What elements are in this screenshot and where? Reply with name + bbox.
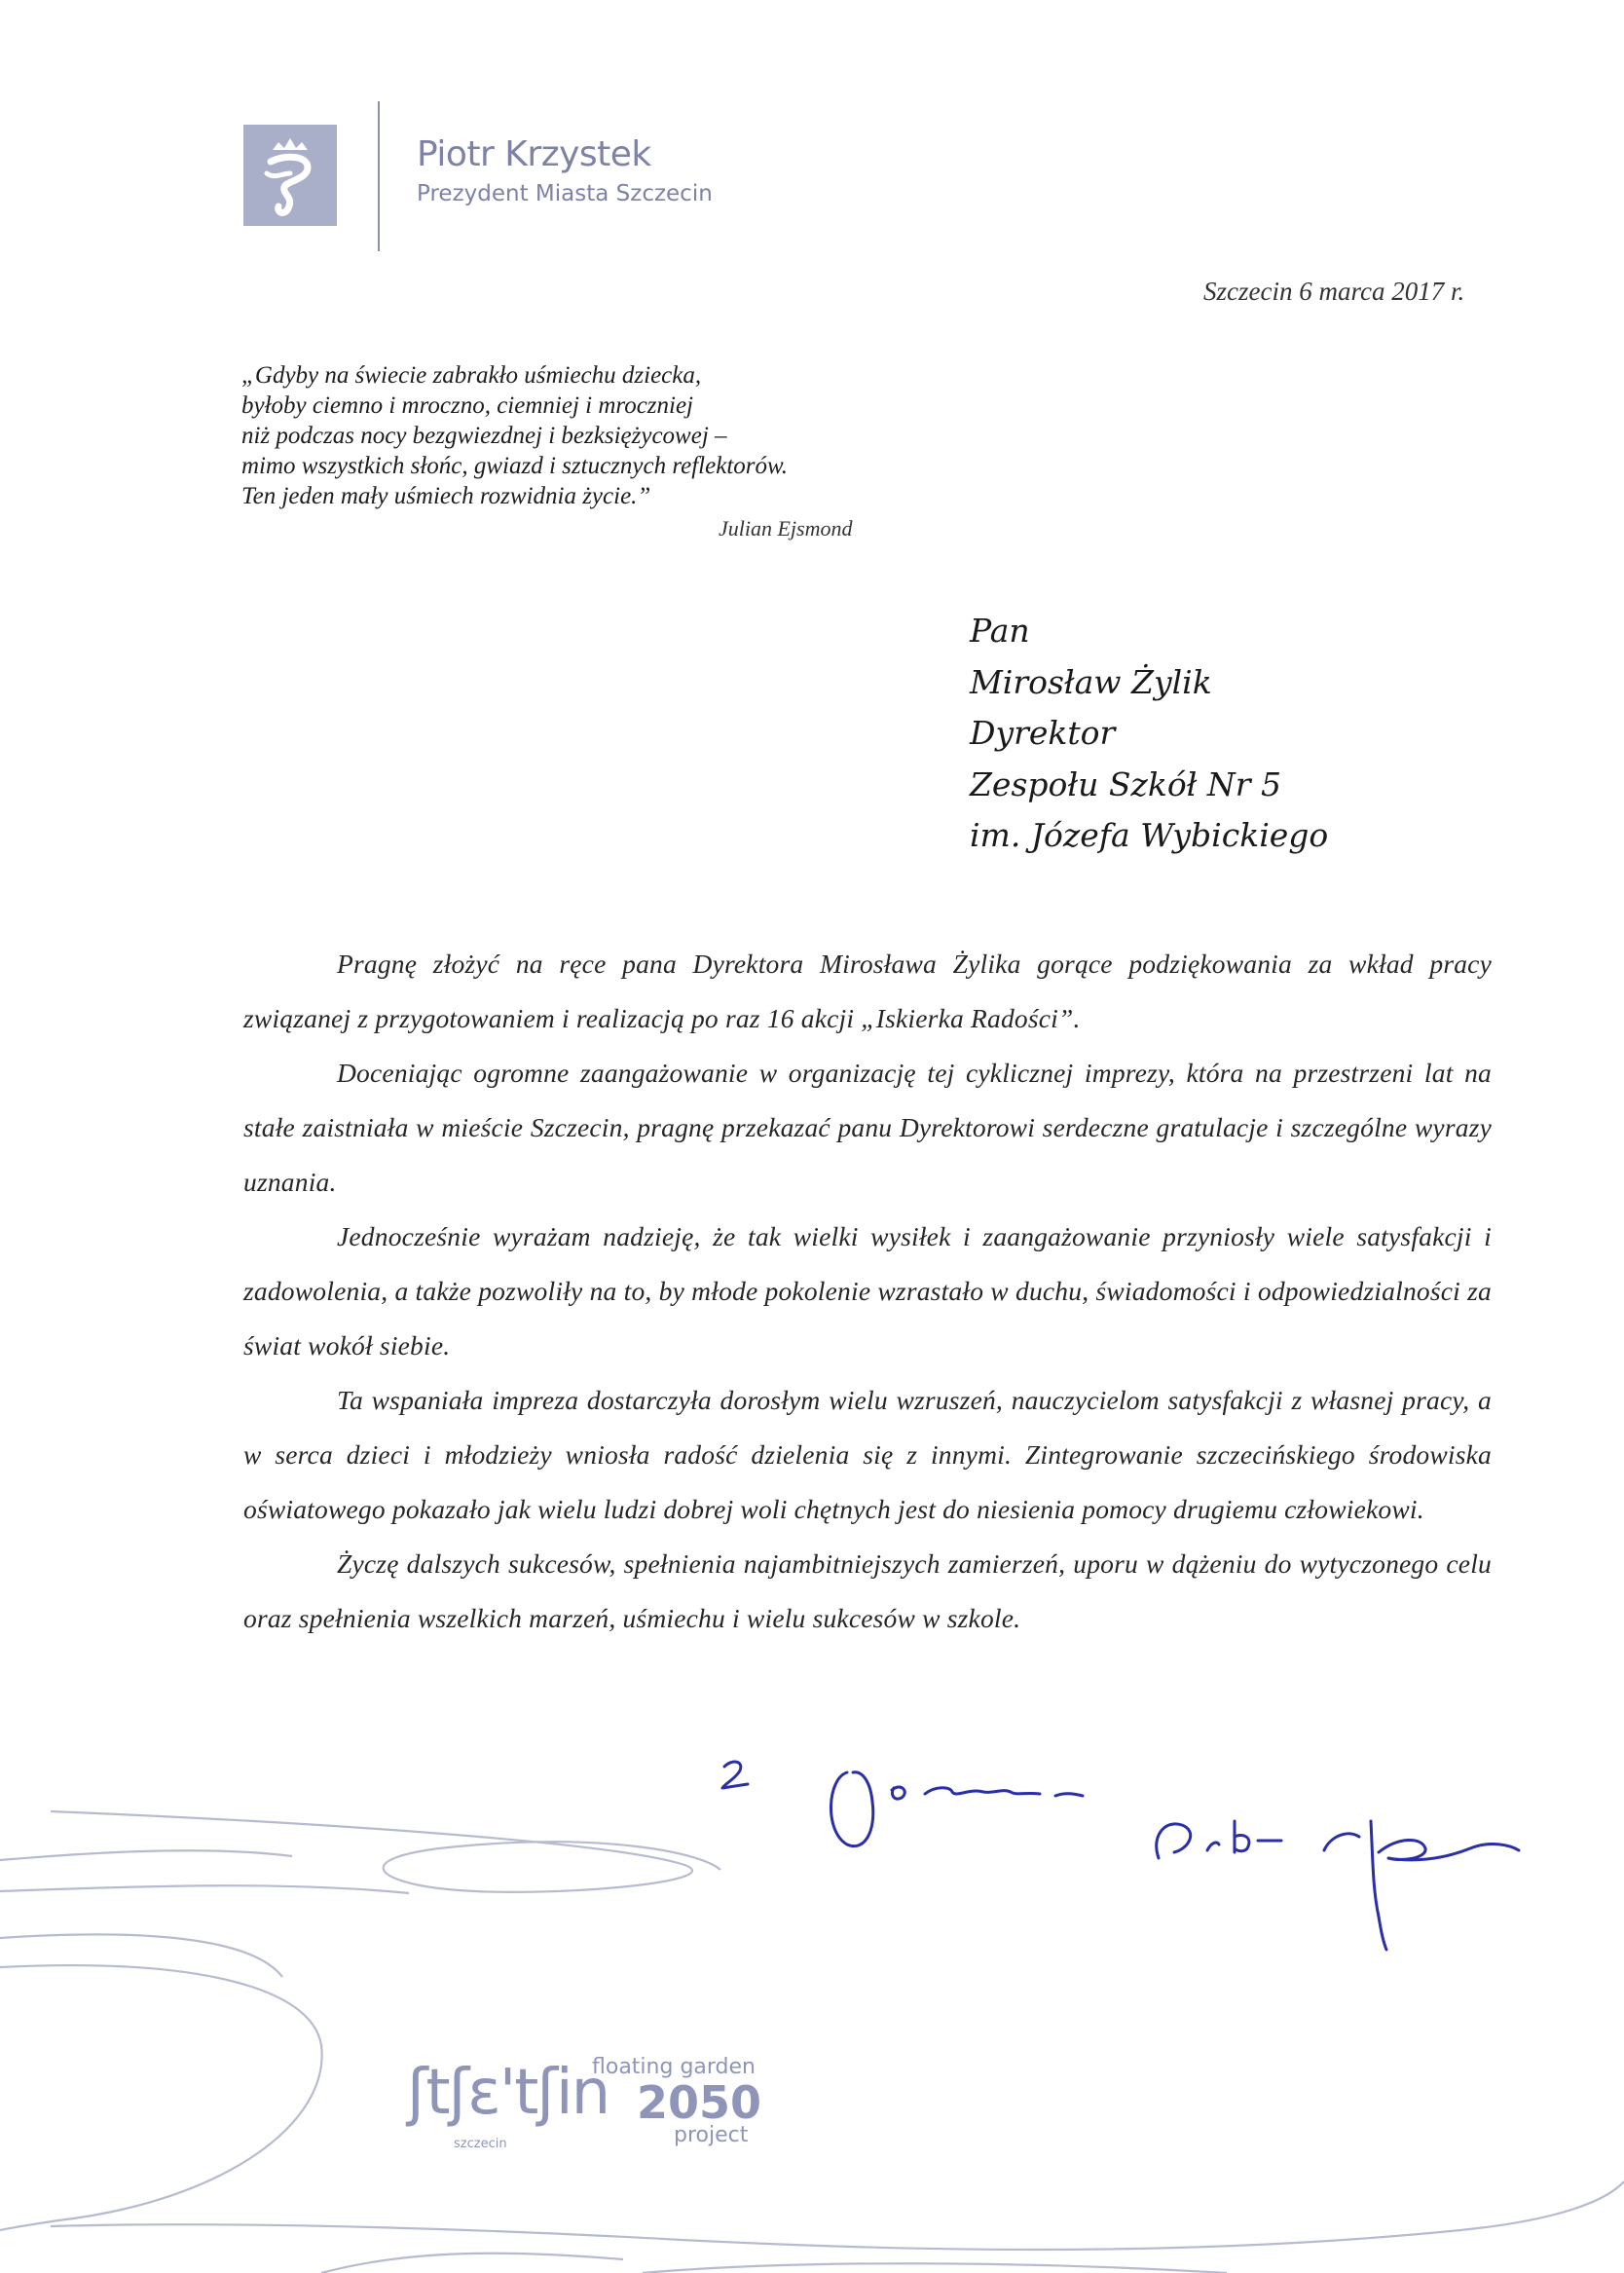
- recipient-line: Mirosław Żylik: [970, 662, 1212, 701]
- recipient-line: Zespołu Szkół Nr 5: [970, 764, 1282, 803]
- logo-year: 2050: [637, 2076, 762, 2129]
- logo-wordmark: ʃtʃɛ'tʃin: [407, 2057, 609, 2129]
- quote-line: „Gdyby na świecie zabrakło uśmiechu dziecka,: [241, 362, 702, 389]
- logo-tagline-bottom: project: [674, 2123, 749, 2147]
- quote-line: Ten jeden mały uśmiech rozwidnia życie.”: [241, 483, 651, 509]
- szczecin-griffin-crown-icon: [243, 125, 337, 226]
- letter-date: Szczecin 6 marca 2017 r.: [1203, 277, 1465, 306]
- letter-body: [243, 937, 1492, 1646]
- letterhead-divider: [378, 101, 380, 251]
- quote-author: Julian Ejsmond: [719, 516, 853, 540]
- body-paragraph: Doceniając ogromne zaangażowanie w organizację tej cyklicznej imprezy, która na przestrzeni lat na stałe zaistniała w mieście Szczecin, pragnę przekazać panu Dyrektorowi serdeczne gratulacje i szczególne wyrazy uznania.: [243, 1058, 1492, 1197]
- recipient-block: [970, 606, 1328, 862]
- recipient-line: im. Józefa Wybickiego: [970, 816, 1329, 854]
- body-paragraph: Życzę dalszych sukcesów, spełnienia najambitniejszych zamierzeń, uporu w dążeniu do wytyczonego celu oraz spełnienia wszelkich marzeń, uśmiechu i wielu sukcesów w szkole.: [243, 1548, 1492, 1633]
- body-paragraph: Ta wspaniała impreza dostarczyła dorosłym wielu wzruszeń, nauczycielom satysfakcji z własnej pracy, a w serca dzieci i młodzieży wniosła radość dzielenia się z innymi. Zintegrowanie szczecińskiego środowiska oświatowego pokazało jak wielu ludzi dobrej woli chętnych jest do niesienia pomocy drugiemu człowiekowi.: [243, 1385, 1492, 1524]
- recipient-line: Pan: [970, 612, 1030, 650]
- handwritten-signature: [701, 1743, 1538, 1987]
- stettin-2050-logo: [407, 2041, 777, 2158]
- city-logo: [243, 125, 337, 226]
- body-paragraph: Pragnę złożyć na ręce pana Dyrektora Mirosława Żylika gorące podziękowania za wkład pracy związanej z przygotowaniem i realizacją po raz 16 akcji „Iskierka Radości”.: [243, 949, 1492, 1033]
- quote-line: mimo wszystkich słońc, gwiazd i sztucznych reflektorów.: [241, 453, 789, 479]
- body-paragraph: Jednocześnie wyrażam nadzieję, że tak wielki wysiłek i zaangażowanie przyniosły wiele satysfakcji i zadowolenia, a także pozwoliły na to, by młode pokolenie wzrastało w duchu, świadomości i odpowiedzialności za świat wokół siebie.: [243, 1221, 1492, 1360]
- logo-city: szczecin: [454, 2137, 507, 2151]
- sender-name: Piotr Krzystek: [417, 134, 651, 174]
- recipient-line: Dyrektor: [970, 714, 1116, 752]
- sender-title: Prezydent Miasta Szczecin: [417, 181, 713, 206]
- logo-tagline-top: floating garden: [592, 2055, 756, 2079]
- quote-line: byłoby ciemno i mroczno, ciemniej i mroczniej: [241, 392, 694, 419]
- quote-line: niż podczas nocy bezgwiezdnej i bezksiężycowej –: [241, 423, 727, 449]
- epigraph-quote: [241, 360, 942, 511]
